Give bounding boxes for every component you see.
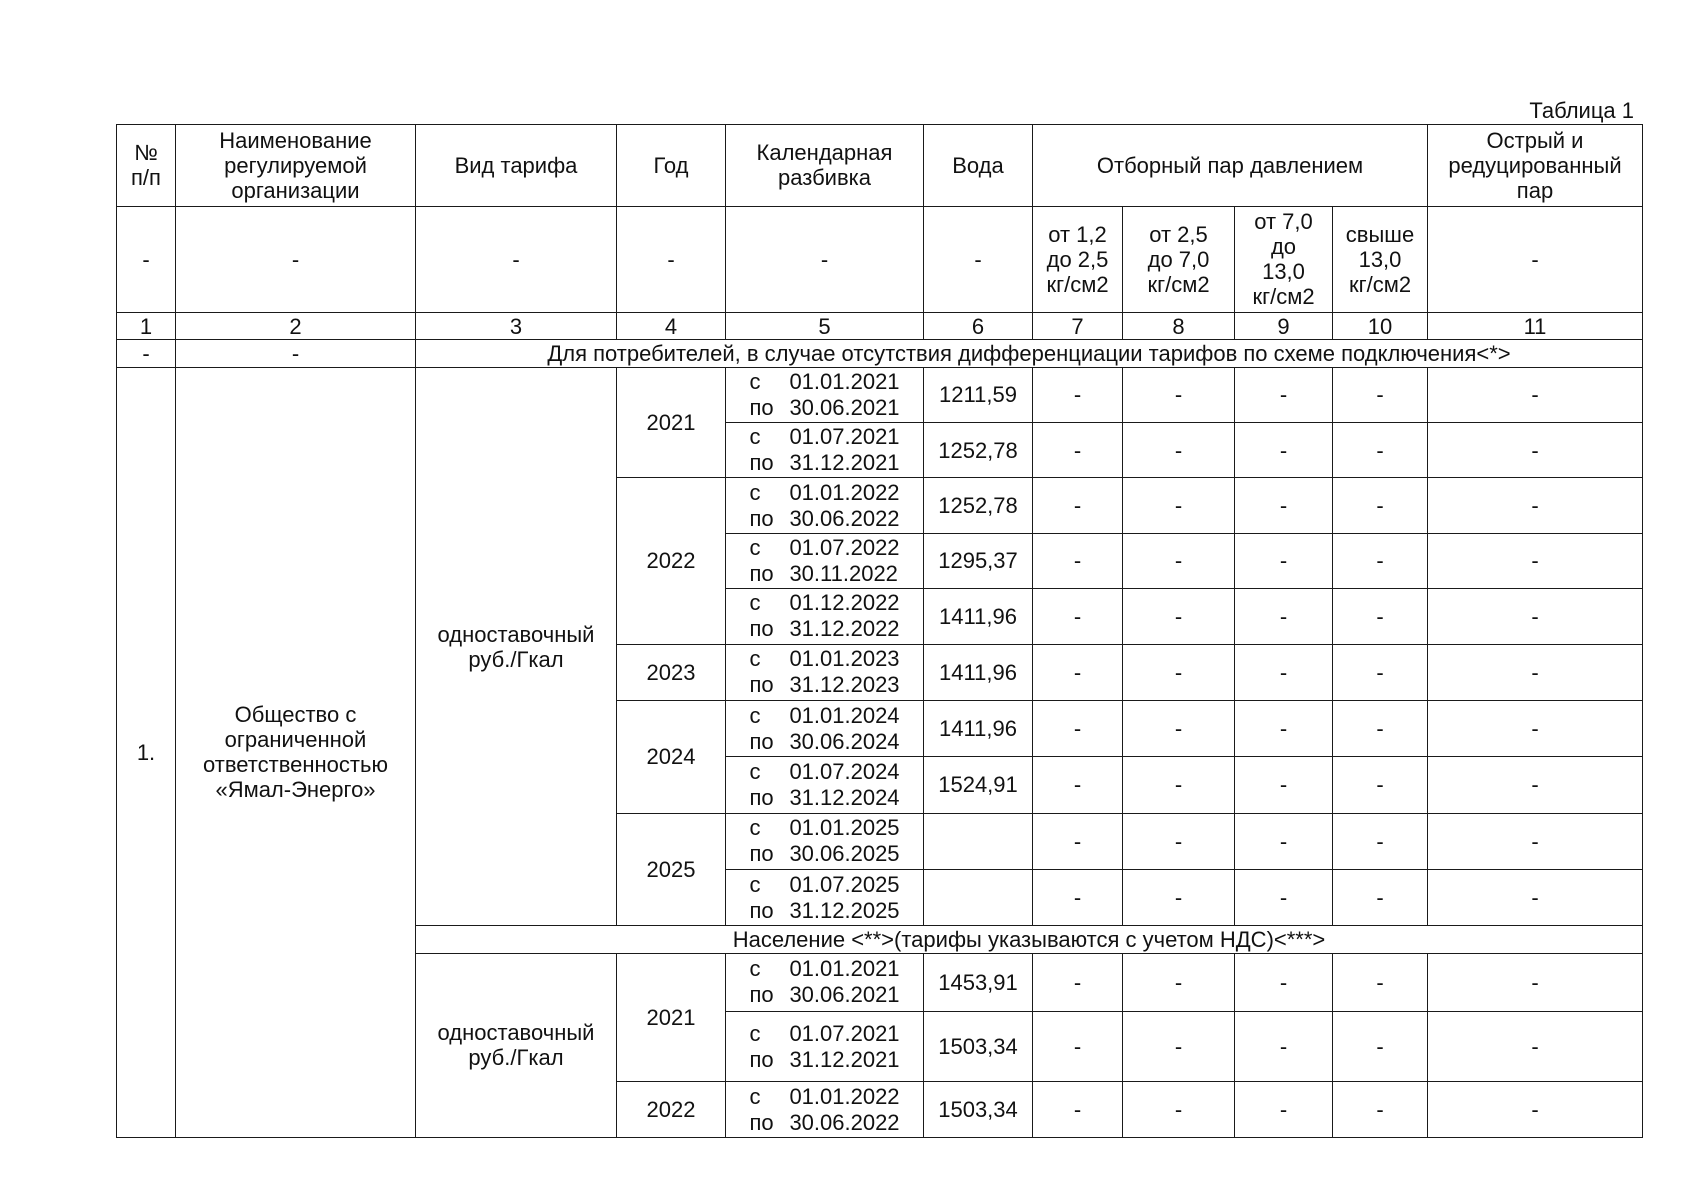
period: [749, 424, 899, 476]
empty-value: -: [1235, 644, 1333, 700]
header-water: Вода: [924, 125, 1033, 207]
empty-value: -: [1123, 589, 1235, 644]
empty-value: -: [1333, 700, 1428, 756]
period: [749, 369, 899, 421]
period-from-date: 01.01.2021: [789, 956, 900, 982]
water-tariff: 1453,91: [924, 953, 1033, 1011]
period: [749, 480, 899, 532]
column-number: 11: [1428, 313, 1643, 340]
period-to-date: 30.06.2025: [789, 841, 900, 867]
year-cell: 2022: [617, 1082, 726, 1138]
pressure-7-0-13-0: от 7,0 до 13,0 кг/см2: [1235, 206, 1333, 313]
period-from-label: с: [749, 758, 761, 784]
period-from-date: 01.01.2023: [789, 646, 900, 672]
column-number: 3: [416, 313, 617, 340]
empty-value: -: [1333, 953, 1428, 1011]
empty-value: -: [1033, 757, 1123, 813]
period-from-date: 01.07.2025: [789, 871, 900, 897]
period-from-date: 01.01.2024: [789, 702, 900, 728]
period-cell: [726, 533, 924, 588]
period-to-label: по: [749, 505, 774, 531]
empty-value: -: [1428, 423, 1643, 478]
empty-value: -: [1428, 367, 1643, 422]
tariff-type: одноставочный руб./Гкал: [416, 367, 617, 926]
empty-value: -: [1333, 813, 1428, 869]
column-number: 2: [176, 313, 416, 340]
period-cell: [726, 644, 924, 700]
period-from-label: с: [749, 424, 761, 450]
period-to-label: по: [749, 672, 774, 698]
tariff-row: [117, 367, 1643, 422]
period-to-date: 31.12.2022: [789, 616, 900, 642]
empty-value: -: [1428, 478, 1643, 533]
empty-value: -: [1033, 533, 1123, 588]
period-to-label: по: [749, 560, 774, 586]
period: [749, 535, 899, 587]
empty-value: -: [1123, 1082, 1235, 1138]
period-to-label: по: [749, 1109, 774, 1135]
empty-value: -: [1333, 644, 1428, 700]
empty-value: -: [1428, 953, 1643, 1011]
empty-value: -: [1235, 870, 1333, 926]
tariff-table: [116, 124, 1643, 1138]
subheader-dash: -: [1428, 206, 1643, 313]
period-cell: [726, 870, 924, 926]
column-number: 1: [117, 313, 176, 340]
period-to-label: по: [749, 394, 774, 420]
tariff-type: одноставочный руб./Гкал: [416, 953, 617, 1137]
header-org: Наименование регулируемой организации: [176, 125, 416, 207]
subheader-dash: -: [924, 206, 1033, 313]
period-to-date: 30.06.2022: [789, 1109, 900, 1135]
empty-value: -: [1333, 367, 1428, 422]
empty-value: -: [1123, 700, 1235, 756]
water-tariff: 1411,96: [924, 589, 1033, 644]
column-number: 5: [726, 313, 924, 340]
empty-value: -: [1235, 367, 1333, 422]
water-tariff: 1295,37: [924, 533, 1033, 588]
period-from-label: с: [749, 956, 761, 982]
empty-value: -: [1235, 533, 1333, 588]
column-number-row: [117, 313, 1643, 340]
header-steam: Отборный пар давлением: [1033, 125, 1428, 207]
period-from-label: с: [749, 368, 761, 394]
period: [749, 1084, 899, 1136]
period-to-label: по: [749, 784, 774, 810]
period: [749, 956, 899, 1008]
empty-value: -: [1333, 589, 1428, 644]
empty-value: -: [1123, 870, 1235, 926]
empty-value: -: [1033, 700, 1123, 756]
subheader-dash: -: [416, 206, 617, 313]
empty-value: -: [1033, 367, 1123, 422]
empty-value: -: [1123, 757, 1235, 813]
empty-value: -: [1428, 700, 1643, 756]
period-to-date: 30.06.2022: [789, 505, 900, 531]
period-cell: [726, 478, 924, 533]
period-to-label: по: [749, 841, 774, 867]
period-from-label: с: [749, 1020, 761, 1046]
empty-value: -: [1033, 953, 1123, 1011]
period: [749, 703, 899, 755]
period-from-date: 01.01.2025: [789, 815, 900, 841]
period-to-date: 31.12.2024: [789, 784, 900, 810]
water-tariff: [924, 813, 1033, 869]
period-from-label: с: [749, 1083, 761, 1109]
period-to-date: 31.12.2021: [789, 1046, 900, 1072]
empty-value: -: [1123, 533, 1235, 588]
period: [749, 646, 899, 698]
period-cell: [726, 813, 924, 869]
empty-value: -: [1033, 1082, 1123, 1138]
period-to-date: 31.12.2021: [789, 450, 900, 476]
period-from-label: с: [749, 815, 761, 841]
year-cell: 2021: [617, 953, 726, 1082]
empty-value: -: [1123, 813, 1235, 869]
header-row: [117, 125, 1643, 207]
subheader-row: [117, 206, 1643, 313]
period-from-date: 01.12.2022: [789, 590, 900, 616]
period-cell: [726, 757, 924, 813]
period-to-date: 30.06.2021: [789, 394, 900, 420]
period: [749, 1021, 899, 1073]
empty-value: -: [1033, 813, 1123, 869]
table-caption: Таблица 1: [1529, 98, 1634, 123]
period-from-date: 01.01.2021: [789, 368, 900, 394]
period-cell: [726, 1082, 924, 1138]
empty-value: -: [1333, 757, 1428, 813]
header-year: Год: [617, 125, 726, 207]
period: [749, 590, 899, 642]
empty-value: -: [1033, 589, 1123, 644]
period-cell: [726, 700, 924, 756]
empty-value: -: [1428, 870, 1643, 926]
period-from-date: 01.07.2021: [789, 1020, 900, 1046]
year-cell: 2022: [617, 478, 726, 644]
section1-title: Для потребителей, в случае отсутствия дифференциации тарифов по схеме подключения<*>: [416, 340, 1643, 367]
empty-value: -: [1123, 1012, 1235, 1082]
empty-value: -: [1033, 423, 1123, 478]
empty-value: -: [1428, 1082, 1643, 1138]
period-to-date: 31.12.2023: [789, 672, 900, 698]
period-from-date: 01.07.2024: [789, 758, 900, 784]
empty-value: -: [1333, 1082, 1428, 1138]
period-to-date: 31.12.2025: [789, 897, 900, 923]
empty-value: -: [1333, 423, 1428, 478]
period-from-date: 01.01.2022: [789, 1083, 900, 1109]
period-from-label: с: [749, 646, 761, 672]
empty-value: -: [1033, 478, 1123, 533]
period-to-label: по: [749, 728, 774, 754]
period-from-date: 01.07.2021: [789, 424, 900, 450]
empty-value: -: [1123, 423, 1235, 478]
pressure-2-5-7-0: от 2,5 до 7,0 кг/см2: [1123, 206, 1235, 313]
empty-value: -: [1428, 589, 1643, 644]
organization-name: Общество с ограниченной ответственностью «Ямал-Энерго»: [176, 367, 416, 1137]
header-calendar: Календарная разбивка: [726, 125, 924, 207]
empty-value: -: [1333, 478, 1428, 533]
water-tariff: 1252,78: [924, 423, 1033, 478]
empty-value: -: [1333, 1012, 1428, 1082]
empty-value: -: [1033, 870, 1123, 926]
year-cell: 2025: [617, 813, 726, 926]
water-tariff: 1252,78: [924, 478, 1033, 533]
water-tariff: 1503,34: [924, 1082, 1033, 1138]
period-from-label: с: [749, 871, 761, 897]
period-to-label: по: [749, 897, 774, 923]
header-sharp-steam: Острый и редуцированный пар: [1428, 125, 1643, 207]
period-from-label: с: [749, 702, 761, 728]
empty-value: -: [1333, 533, 1428, 588]
empty-value: -: [1123, 367, 1235, 422]
empty-value: -: [1235, 757, 1333, 813]
empty-value: -: [1033, 644, 1123, 700]
period-to-label: по: [749, 982, 774, 1008]
empty-value: -: [1235, 700, 1333, 756]
section1-num: -: [117, 340, 176, 367]
header-num: № п/п: [117, 125, 176, 207]
empty-value: -: [1235, 478, 1333, 533]
empty-value: -: [1428, 1012, 1643, 1082]
column-number: 6: [924, 313, 1033, 340]
empty-value: -: [1123, 478, 1235, 533]
water-tariff: 1503,34: [924, 1012, 1033, 1082]
water-tariff: 1211,59: [924, 367, 1033, 422]
empty-value: -: [1333, 870, 1428, 926]
column-number: 8: [1123, 313, 1235, 340]
period-cell: [726, 953, 924, 1011]
column-number: 9: [1235, 313, 1333, 340]
empty-value: -: [1428, 644, 1643, 700]
year-cell: 2023: [617, 644, 726, 700]
subheader-dash: -: [176, 206, 416, 313]
column-number: 10: [1333, 313, 1428, 340]
period-to-date: 30.06.2021: [789, 982, 900, 1008]
water-tariff: 1524,91: [924, 757, 1033, 813]
section2-title: Население <**>(тарифы указываются с учетом НДС)<***>: [416, 926, 1643, 953]
column-number: 7: [1033, 313, 1123, 340]
section1-org: -: [176, 340, 416, 367]
period: [749, 815, 899, 867]
empty-value: -: [1123, 953, 1235, 1011]
empty-value: -: [1235, 953, 1333, 1011]
empty-value: -: [1235, 1082, 1333, 1138]
pressure-1-2-2-5: от 1,2 до 2,5 кг/см2: [1033, 206, 1123, 313]
period-to-label: по: [749, 450, 774, 476]
empty-value: -: [1235, 813, 1333, 869]
empty-value: -: [1235, 589, 1333, 644]
period-cell: [726, 367, 924, 422]
period-from-date: 01.07.2022: [789, 534, 900, 560]
period-from-label: с: [749, 479, 761, 505]
period: [749, 872, 899, 924]
empty-value: -: [1235, 423, 1333, 478]
period-from-label: с: [749, 534, 761, 560]
period-to-date: 30.06.2024: [789, 728, 900, 754]
period-cell: [726, 423, 924, 478]
empty-value: -: [1235, 1012, 1333, 1082]
water-tariff: 1411,96: [924, 700, 1033, 756]
period-cell: [726, 1012, 924, 1082]
period: [749, 759, 899, 811]
year-cell: 2024: [617, 700, 726, 813]
pressure-above-13-0: свыше 13,0 кг/см2: [1333, 206, 1428, 313]
empty-value: -: [1428, 813, 1643, 869]
empty-value: -: [1033, 1012, 1123, 1082]
empty-value: -: [1428, 533, 1643, 588]
subheader-dash: -: [726, 206, 924, 313]
row-number: 1.: [117, 367, 176, 1137]
empty-value: -: [1123, 644, 1235, 700]
subheader-dash: -: [117, 206, 176, 313]
subheader-dash: -: [617, 206, 726, 313]
water-tariff: [924, 870, 1033, 926]
section1-row: [117, 340, 1643, 367]
period-to-label: по: [749, 1046, 774, 1072]
period-from-label: с: [749, 590, 761, 616]
column-number: 4: [617, 313, 726, 340]
period-to-label: по: [749, 616, 774, 642]
year-cell: 2021: [617, 367, 726, 478]
period-from-date: 01.01.2022: [789, 479, 900, 505]
header-tariff-type: Вид тарифа: [416, 125, 617, 207]
empty-value: -: [1428, 757, 1643, 813]
period-to-date: 30.11.2022: [789, 560, 898, 586]
period-cell: [726, 589, 924, 644]
water-tariff: 1411,96: [924, 644, 1033, 700]
